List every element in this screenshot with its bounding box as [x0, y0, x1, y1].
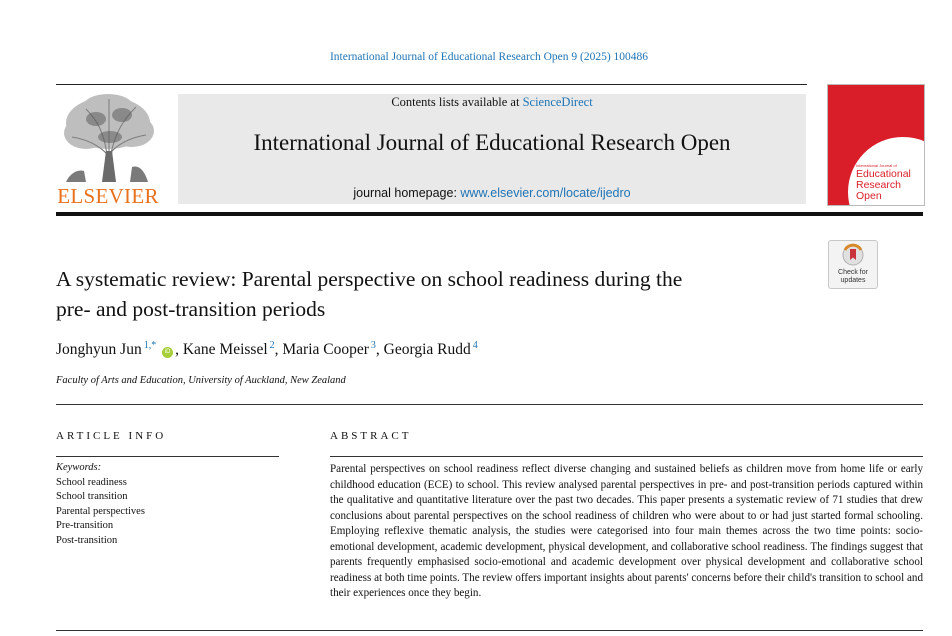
author-list: Jonghyun Jun $^{1,*}$ iD , Kane Meissel $^2$, Maria Cooper $^3$, Georgia Rudd $^4$	[56, 340, 478, 358]
check-updates-icon	[829, 241, 877, 269]
page-bottom-rule	[56, 630, 923, 631]
article-info-heading: ARTICLE INFO	[56, 430, 167, 442]
badge-line: updates	[840, 277, 866, 284]
keywords-label: Keywords:	[56, 462, 102, 473]
cover-text	[856, 163, 924, 202]
header-top-rule	[56, 84, 807, 85]
author-name[interactable]: Jonghyun Jun	[56, 341, 142, 358]
check-for-updates-badge[interactable]	[828, 240, 878, 289]
header-bottom-rule	[56, 212, 923, 216]
keywords-list	[56, 476, 276, 549]
article-title	[56, 264, 816, 324]
keyword-item: Post-transition	[56, 534, 118, 546]
keyword-item: School transition	[56, 491, 128, 503]
sciencedirect-link[interactable]: ScienceDirect	[522, 95, 593, 109]
affiliation: Faculty of Arts and Education, University of Auckland, New Zealand	[56, 375, 346, 386]
journal-title: International Journal of Educational Research Open	[253, 130, 731, 155]
contents-prefix: Contents lists available at	[391, 95, 520, 109]
cover-small-title: International Journal of	[856, 163, 897, 168]
author-name[interactable]: Kane Meissel	[182, 341, 268, 358]
keyword-item: Pre-transition	[56, 520, 114, 532]
elsevier-logo[interactable]	[56, 93, 160, 208]
cover-title-line: Research	[856, 179, 901, 191]
journal-masthead	[178, 94, 806, 204]
orcid-icon[interactable]: iD	[162, 347, 173, 358]
cover-title-line: Educational	[856, 168, 911, 180]
journal-homepage-link[interactable]: www.elsevier.com/locate/ijedro	[460, 186, 631, 200]
author-name[interactable]: Maria Cooper	[282, 341, 369, 358]
article-title-line: A systematic review: Parental perspective on school readiness during the	[56, 267, 683, 291]
keyword-item: School readiness	[56, 476, 127, 488]
abstract-rule	[330, 456, 923, 457]
contents-line	[178, 95, 806, 110]
author-affiliation-marker[interactable]: 4	[472, 340, 478, 351]
author-affiliation-marker[interactable]: 3	[370, 340, 376, 351]
author-affiliation-marker[interactable]: 2	[269, 340, 275, 351]
badge-label	[829, 269, 877, 285]
elsevier-wordmark: ELSEVIER	[57, 184, 159, 208]
abstract-heading: ABSTRACT	[330, 430, 412, 442]
keywords-block	[56, 461, 276, 549]
abstract-text: Parental perspectives on school readiness reflect diverse changing and sustained beliefs as children move from home life or early childhood education (ECE) to school. This review analysed parental perspectives in pre- and post-transition periods captured within the qualitative and quantitative literature over the past two decades. This paper presents a systematic review of 71 studies that drew conclusions about parental perspectives on the school readiness of children who were about to or had just started formal schooling. Employing reflexive thematic analysis, the studies were categorised into four main themes across the two time points: socio-emotional development, academic development, physical development, and collaborative school readiness. The findings suggest that parents frequently emphasised socio-emotional and academic development over physical development and collaborative school readiness at both time points. The review offers important insights about parents' concerns before their child's transition to school and their experiences once they begin.	[330, 463, 923, 599]
homepage-line	[178, 186, 806, 200]
article-title-line: pre- and post-transition periods	[56, 297, 326, 321]
author-affiliation-marker[interactable]: 1,*	[143, 340, 157, 351]
section-divider	[56, 404, 923, 405]
keyword-item: Parental perspectives	[56, 505, 145, 517]
journal-citation[interactable]: International Journal of Educational Research Open 9 (2025) 100486	[329, 51, 649, 63]
journal-cover-thumbnail[interactable]	[827, 84, 925, 206]
cover-title-line: Open	[856, 190, 882, 202]
author-name[interactable]: Georgia Rudd	[383, 341, 471, 358]
elsevier-tree-icon	[56, 93, 160, 183]
article-info-rule	[56, 456, 279, 457]
homepage-prefix: journal homepage:	[353, 186, 457, 200]
badge-line: Check for	[838, 269, 868, 276]
